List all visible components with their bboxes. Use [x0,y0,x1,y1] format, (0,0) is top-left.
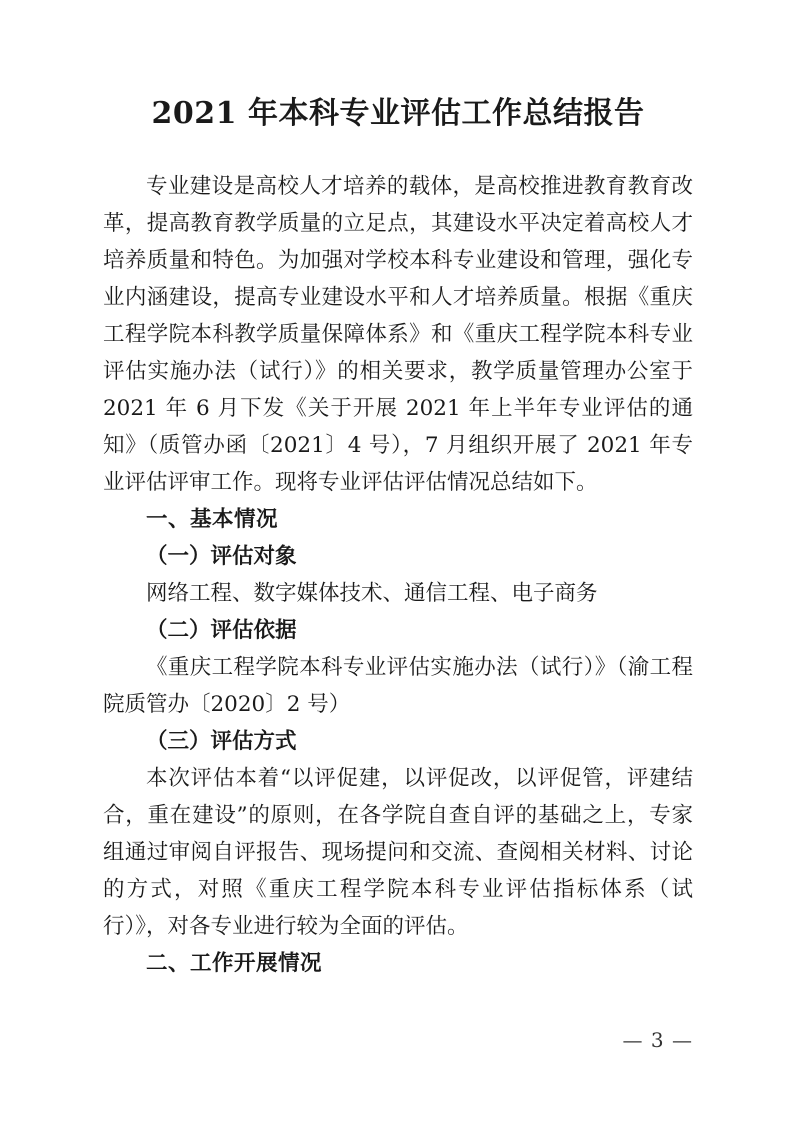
subsection-1-1-heading: （一）评估对象 [146,544,297,569]
section-1-heading: 一、基本情况 [146,507,279,532]
subsection-1-2-text: 《重庆工程学院本科专业评估实施办法（试行）》（渝工程院质管办〔2020〕2 号） [103,655,693,717]
subsection-1-1-text: 网络工程、数字媒体技术、通信工程、电子商务 [146,581,598,606]
subsection-1-2-heading: （二）评估依据 [146,618,297,643]
section-2-heading: 二、工作开展情况 [146,951,323,976]
subsection-1-3-heading: （三）评估方式 [146,729,297,754]
page-number: — 3 — [622,1028,693,1052]
subsection-1-3-text: 本次评估本着“以评促建，以评促改，以评促管，评建结合，重在建设”的原则，在各学院自查自评的基础之上，专家组通过审阅自评报告、现场提问和交流、查阅相关材料、讨论的方式，对照《重庆工程学院本科专业评估指标体系（试行）》，对各专业进行较为全面的评估。 [103,766,693,939]
document-title: 2021 年本科专业评估工作总结报告 [151,96,645,131]
intro-paragraph: 专业建设是高校人才培养的载体，是高校推进教育教育改革，提高教育教学质量的立足点，其建设水平决定着高校人才培养质量和特色。为加强对学校本科专业建设和管理，强化专业内涵建设，提高专业建设水平和人才培养质量。根据《重庆工程学院本科教学质量保障体系》和《重庆工程学院本科专业评估实施办法（试行）》的相关要求，教学质量管理办公室于 2021 年 6 月下发《关于开展 2021 年上半年专业评估的通知》（质管办函〔2021〕4 号），7 月组织开展了 2021 年专业评估评审工作。现将专业评估评估情况总结如下。 [103,174,693,495]
